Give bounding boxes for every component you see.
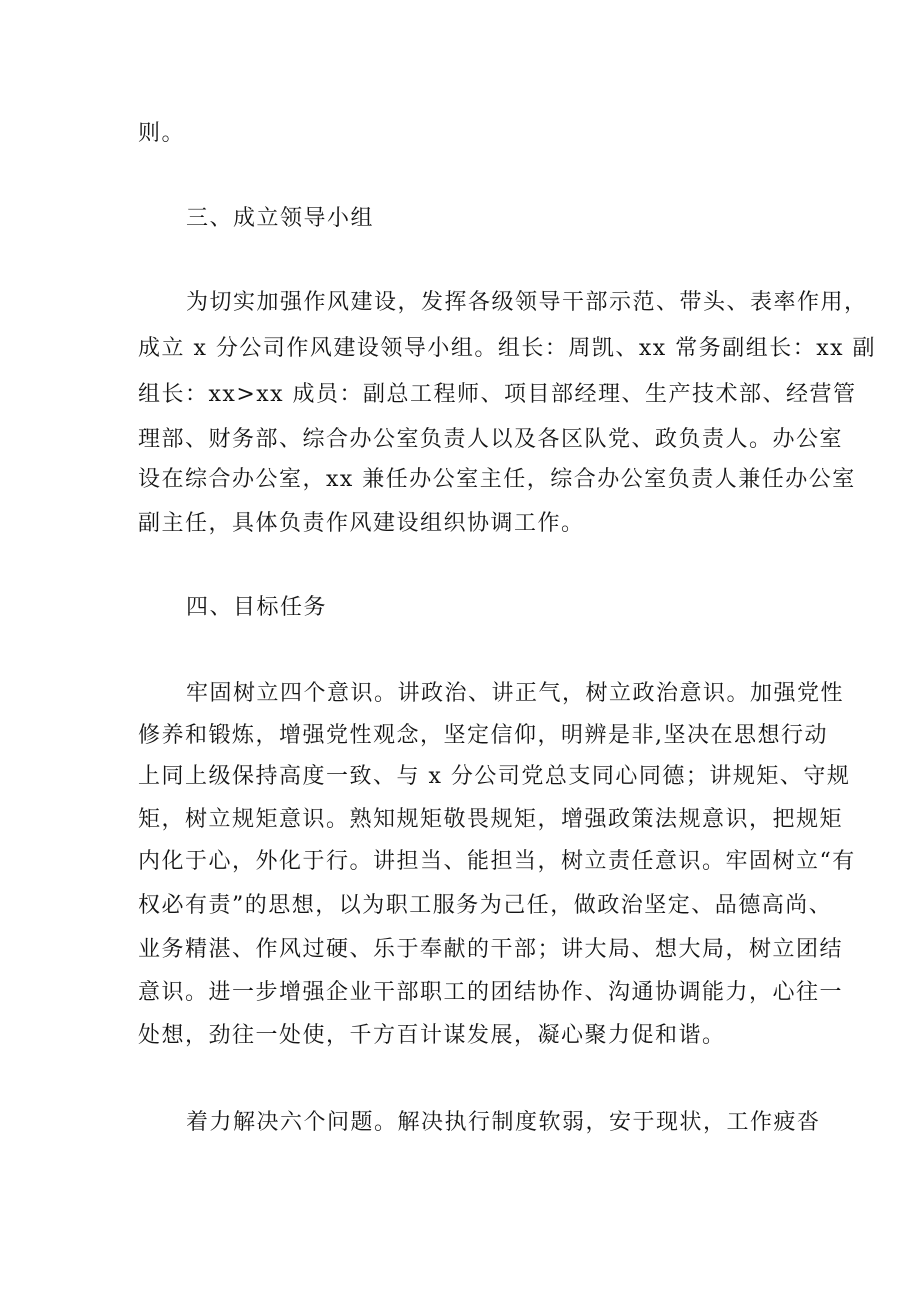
- text-line-5: 组长：xx>xx 成员：副总工程师、项目部经理、生产技术部、经营管: [138, 382, 857, 407]
- section-heading-4: 四、目标任务: [186, 595, 328, 620]
- section-heading-3: 三、成立领导小组: [186, 206, 375, 231]
- text-line-13: 矩，树立规矩意识。熟知规矩敬畏规矩，增强政策法规意识，把规矩: [138, 807, 844, 832]
- text-line-18: 处想，劲往一处使，千方百计谋发展，凝心聚力促和谐。: [138, 1023, 726, 1048]
- text-line-15: 权必有责”的思想，以为职工服务为己任，做政治坚定、品德高尚、: [138, 893, 833, 918]
- text-line-4: 成立 x 分公司作风建设领导小组。组长：周凯、xx 常务副组长：xx 副: [138, 336, 877, 361]
- text-line-19: 着力解决六个问题。解决执行制度软弱，安于现状，工作疲沓: [186, 1110, 821, 1135]
- text-line-10: 牢固树立四个意识。讲政治、讲正气，树立政治意识。加强党性: [186, 681, 845, 706]
- text-line-12: 上同上级保持高度一致、与 x 分公司党总支同心同德；讲规矩、守规: [138, 764, 851, 789]
- text-line-11: 修养和锻炼，增强党性观念，坚定信仰，明辨是非,坚决在思想行动: [138, 723, 828, 748]
- text-line-7: 设在综合办公室，xx 兼任办公室主任，综合办公室负责人兼任办公室: [138, 467, 856, 492]
- text-line-8: 副主任，具体负责作风建设组织协调工作。: [138, 511, 585, 536]
- text-line-14: 内化于心，外化于行。讲担当、能担当，树立责任意识。牢固树立“有: [138, 849, 856, 874]
- text-line-6: 理部、财务部、综合办公室负责人以及各区队党、政负责人。办公室: [138, 427, 844, 452]
- text-line-16: 业务精湛、作风过硬、乐于奉献的干部；讲大局、想大局，树立团结: [138, 937, 844, 962]
- text-line-17: 意识。进一步增强企业干部职工的团结协作、沟通协调能力，心往一: [138, 980, 844, 1005]
- text-line-1: 则。: [138, 121, 186, 146]
- text-line-3: 为切实加强作风建设，发挥各级领导干部示范、带头、表率作用，: [186, 290, 868, 315]
